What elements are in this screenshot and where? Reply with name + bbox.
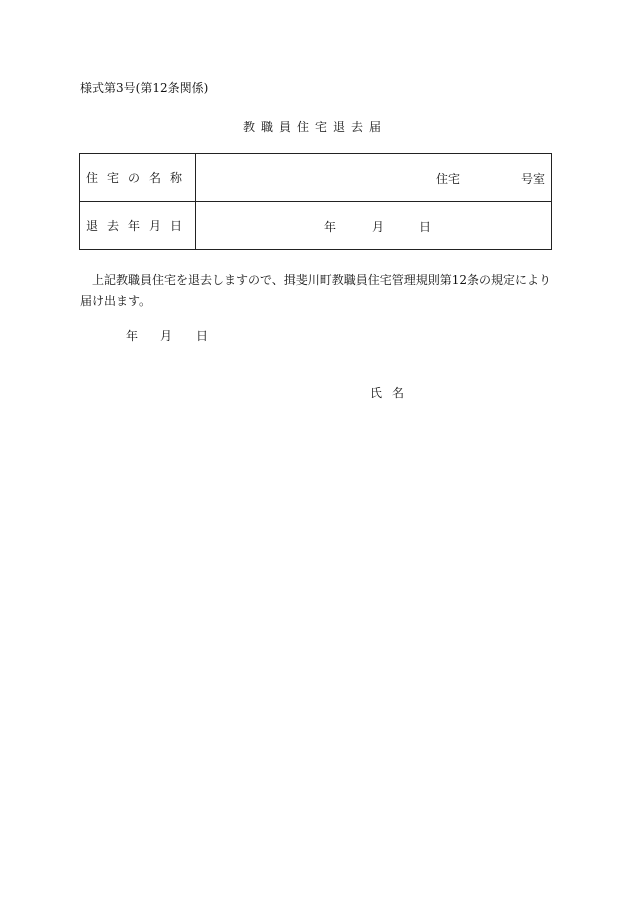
submission-day-unit: 日	[196, 329, 209, 343]
submission-month-unit: 月	[160, 329, 173, 343]
room-number-suffix: 号室	[520, 172, 545, 186]
residence-name-label: 住宅の名称	[80, 154, 196, 202]
document-title: 教職員住宅退去届	[242, 120, 387, 134]
submission-year-unit: 年	[126, 329, 139, 343]
form-number: 様式第3号(第12条関係)	[80, 81, 209, 95]
info-table	[79, 153, 552, 250]
residence-suffix: 住宅	[436, 172, 461, 186]
vacate-month-unit: 月	[372, 220, 385, 234]
applicant-name-label: 氏名	[370, 386, 415, 400]
vacate-day-unit: 日	[419, 220, 432, 234]
residence-name-field[interactable]	[196, 154, 552, 202]
vacate-date-field[interactable]	[196, 202, 552, 250]
table-row-residence	[80, 154, 552, 202]
table-row-vacate-date	[80, 202, 552, 250]
statement-text: 上記教職員住宅を退去しますので、揖斐川町教職員住宅管理規則第12条の規定により届け出ます。	[80, 273, 552, 308]
vacate-year-unit: 年	[324, 220, 337, 234]
vacate-date-label: 退去年月日	[80, 202, 196, 250]
